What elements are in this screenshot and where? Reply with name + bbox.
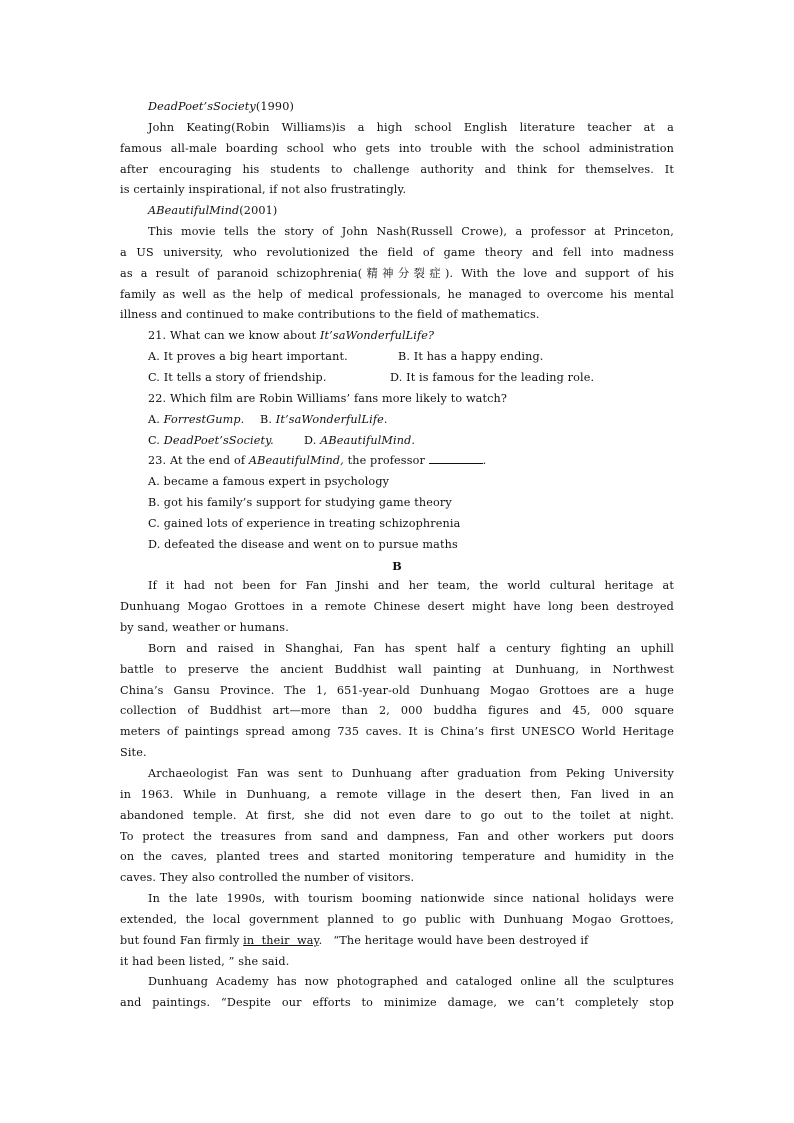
text-line: on the caves, planted trees and started monitoring temperature and humidity in the [120, 850, 674, 864]
text-line: by sand, weather or humans. [120, 621, 289, 635]
option-d[interactable]: D. It is famous for the leading role. [390, 370, 595, 384]
option-d[interactable]: D. defeated the disease and went on to pursue maths [148, 537, 458, 551]
option-title: DeadPoet’sSociety. [163, 433, 274, 447]
option-label: C. [148, 433, 164, 447]
text-line: in 1963. While in Dunhuang, a remote village in the desert then, Fan lived in an [120, 787, 674, 801]
text-line: it had been listed, ” she said. [120, 954, 290, 968]
option-row [120, 347, 674, 368]
text-line: after encouraging his students to challenge authority and think for themselves. It [120, 162, 674, 176]
film-title: DeadPoet’sSociety [148, 100, 256, 113]
text-line: family as well as the help of medical professionals, he managed to overcome his mental [120, 287, 674, 301]
text-line: John Keating(Robin Williams)is a high school English literature teacher at a [148, 120, 674, 134]
text-line: illness and continued to make contributions to the field of mathematics. [120, 308, 540, 322]
option-b[interactable]: B. got his family’s support for studying game theory [148, 496, 452, 510]
option-row [120, 410, 674, 431]
option-a[interactable] [148, 410, 260, 431]
text-line: and paintings. “Despite our efforts to minimize damage, we can’t completely stop [120, 996, 674, 1010]
question-22: 22. Which film are Robin Williams’ fans more likely to watch? [148, 391, 508, 405]
text-line: a US university, who revolutionized the field of game theory and fell into madness [120, 245, 674, 259]
option-a[interactable]: A. It proves a big heart important. [148, 350, 348, 364]
option-c[interactable] [148, 431, 304, 452]
option-label: A. [148, 412, 164, 426]
question-film-title: It’saWonderfulLife? [319, 329, 435, 343]
text-segment: but found Fan firmly [120, 933, 244, 947]
text-line: as a result of paranoid schizophrenia(精神分裂症). With the love and support of his [120, 266, 674, 280]
text-line: abandoned temple. At first, she did not even dare to go out to the toilet at night. [120, 808, 674, 822]
question-23 [120, 451, 674, 472]
text-line: battle to preserve the ancient Buddhist wall painting at Dunhuang, in Northwest [120, 662, 674, 676]
option-c[interactable]: C. gained lots of experience in treating schizophrenia [148, 516, 461, 530]
text-line: To protect the treasures from sand and dampness, Fan and other workers put doors [120, 829, 674, 843]
option-title: It’saWonderfulLife. [275, 412, 388, 426]
answer-blank[interactable] [429, 453, 483, 464]
text-line: Born and raised in Shanghai, Fan has spent half a century fighting an uphill [148, 641, 674, 655]
option-c[interactable]: C. It tells a story of friendship. [148, 370, 327, 384]
text-line: extended, the local government planned to go public with Dunhuang Mogao Grottoes, [120, 912, 674, 926]
option-b[interactable]: B. It has a happy ending. [398, 350, 544, 364]
film-heading [120, 201, 674, 222]
text-line: meters of paintings spread among 735 caves. It is China’s first UNESCO World Heritage [120, 725, 674, 739]
text-segment: . “The heritage would have been destroyed if [318, 933, 589, 947]
text-line: Dunhuang Academy has now photographed and cataloged online all the sculptures [148, 975, 674, 989]
text-line: collection of Buddhist art—more than 2, 000 buddha figures and 45, 000 square [120, 704, 674, 718]
question-stem: 23. At the end of [148, 454, 249, 468]
option-row [120, 368, 674, 389]
question-stem-suffix: the professor [343, 454, 429, 468]
option-title: ForrestGump. [163, 412, 245, 426]
underlined-phrase: in their way [243, 933, 319, 947]
text-line: In the late 1990s, with tourism booming nationwide since national holidays were [148, 892, 674, 906]
question-film-title: ABeautifulMind, [248, 454, 344, 468]
film-heading [120, 97, 674, 118]
text-line: Archaeologist Fan was sent to Dunhuang after graduation from Peking University [148, 767, 674, 780]
option-b[interactable] [260, 410, 388, 431]
text-line: This movie tells the story of John Nash(Russell Crowe), a professor at Princeton, [148, 225, 674, 239]
option-label: D. [304, 433, 321, 447]
text-line: China’s Gansu Province. The 1, 651-year-old Dunhuang Mogao Grottoes are a huge [120, 683, 674, 697]
document-page [120, 97, 674, 1014]
option-row [120, 431, 674, 452]
option-a[interactable]: A. became a famous expert in psychology [148, 475, 390, 489]
option-label: B. [260, 412, 276, 426]
film-title: ABeautifulMind [148, 204, 240, 218]
question-stem: 21. What can we know about [148, 329, 320, 343]
option-d[interactable] [304, 431, 415, 452]
text-line: Dunhuang Mogao Grottoes in a remote Chinese desert might have long been destroyed [120, 600, 674, 614]
film-year: (1990) [255, 100, 294, 113]
text-line: Site. [120, 746, 147, 760]
section-heading: B [392, 558, 402, 573]
option-title: ABeautifulMind. [320, 433, 416, 447]
text-line-underlined [120, 931, 674, 952]
text-line: If it had not been for Fan Jinshi and her team, the world cultural heritage at [148, 579, 674, 593]
film-year: (2001) [239, 204, 278, 218]
text-line: caves. They also controlled the number of visitors. [120, 871, 415, 885]
text-line: is certainly inspirational, if not also frustratingly. [120, 183, 407, 197]
question-21 [120, 326, 674, 347]
question-stem-end: . [482, 454, 487, 468]
text-line: famous all-male boarding school who gets into trouble with the school administration [120, 141, 674, 155]
